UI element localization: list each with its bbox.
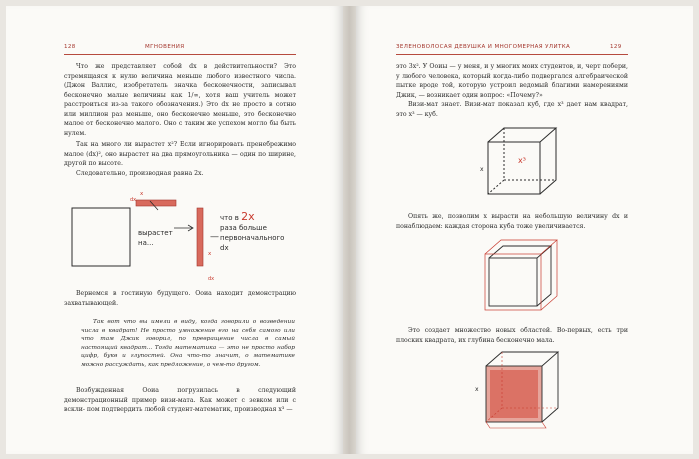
cube-sketch-2 <box>471 238 561 318</box>
right-page <box>356 6 693 454</box>
label-x-top: x <box>140 191 144 197</box>
quote-block <box>81 318 295 370</box>
paragraph: Вернемся в гостиную будущего. Ооиа находит демонстрацию захватывающей. <box>64 290 296 307</box>
text-block-lower <box>396 326 628 345</box>
page-number: 129 <box>610 44 622 50</box>
text-block-mid <box>396 212 628 231</box>
label-dx-side: dx <box>208 276 215 282</box>
side-strip <box>197 208 203 266</box>
note-that-is: что в <box>220 214 239 222</box>
grows-line-2: на... <box>138 239 154 247</box>
header-rule <box>396 54 628 55</box>
running-head: ЗЕЛЕНОВОЛОСАЯ ДЕВУШКА И МНОГОМЕРНАЯ УЛИТКА <box>396 44 571 50</box>
note-2x: 2x <box>241 210 255 223</box>
cube-front <box>488 142 540 194</box>
paragraph: это 3x². У Ооиы — у меня, и у многих моих студентов, и, черт побери, у любого человека, который когда-либо подвергался алгебраической пытке вроде той, которую устроил ведомый благими намерениями Джик, — возникает один вопрос: «Почему?» <box>396 63 628 99</box>
paragraph: Следовательно, производная равна 2x. <box>76 169 204 177</box>
paragraph: Это создает множество новых областей. Во-первых, есть три плоских квадрата, их глубина бесконечно мала. <box>396 327 628 344</box>
cube1-label-x: x <box>480 166 484 173</box>
text-block-bottom <box>64 386 296 415</box>
grows-note <box>138 228 173 248</box>
text-block-top <box>396 62 628 119</box>
paragraph: Возбужденная Ооиа погрузилась в следующий демонстрационный пример визи-мата. Как может с зевком или с вскли- пом подтвердить любой студент-математик, производная x³ — <box>64 387 296 413</box>
note-line-2: раза больше <box>220 224 267 232</box>
note-dash: — <box>210 232 219 242</box>
front-face-fill <box>490 370 538 418</box>
cube-sketch-1 <box>466 124 566 204</box>
note-line-4: dx <box>220 244 229 252</box>
top-strip <box>136 200 176 206</box>
header-rule <box>64 54 296 55</box>
cube-sketch-3 <box>466 346 566 450</box>
square-drawing <box>72 208 130 266</box>
note-line-3: первоначального <box>220 234 285 242</box>
paragraph: Так на много ли вырастет x²? Если игнорировать пренебрежимо малое (dx)², оно вырастет на два прямоугольника — один по ширине, другой по высоте. <box>64 141 296 167</box>
grows-line-1: вырастет <box>138 229 173 237</box>
book-gutter <box>343 6 356 454</box>
text-block-top <box>64 62 296 178</box>
cube-top <box>488 128 556 142</box>
paragraph: Что же представляет собой dx в действительности? Это стремящаяся к нулю величина меньше любого известного числа. (Джон Валлис, изобретатель значка бесконечности, записывал бесконечно малые величины как 1/∞, хотя ваш учитель может расстроиться из-за такого обозначения.) Это dx не просто в сотню или миллион раз меньше, оно бесконечно меньше, это бесконечно малое от бесконечно малого. Оно с таким же успехом могло бы быть нулем. <box>64 63 296 137</box>
label-x-side: x <box>208 251 212 257</box>
cube1-label-x3: x³ <box>518 156 526 165</box>
cube-side <box>540 128 556 194</box>
quote-paragraph: Так вот что вы имели в виду, когда говорили о возведении числа в квадрат! Не просто умножение его на себя самого или что там Джик говорил, по превращение числа в самый настоящий квадрат... Тогда математика — это не просто набор цифр, букв и глупостей. Она что-то значит, о математике можно рассуждать, как предложение, о чем-то другом. <box>81 319 295 368</box>
page-number: 128 <box>64 44 76 50</box>
comparison-note <box>220 212 284 253</box>
paragraph: Визи-мат знает. Визи-мат показал куб, где x³ дает нам квадрат, это x³ — куб. <box>396 101 628 118</box>
paragraph: Опять же, позволим x вырасти на небольшую величину dx и понаблюдаем: каждая сторона куба тоже увеличивается. <box>396 213 628 230</box>
cube3-label-x: x <box>475 386 479 393</box>
running-head: МГНОВЕНИЯ <box>145 44 185 50</box>
left-page <box>6 6 343 454</box>
label-dx-top: dx <box>130 197 137 203</box>
text-block-mid <box>64 289 296 308</box>
